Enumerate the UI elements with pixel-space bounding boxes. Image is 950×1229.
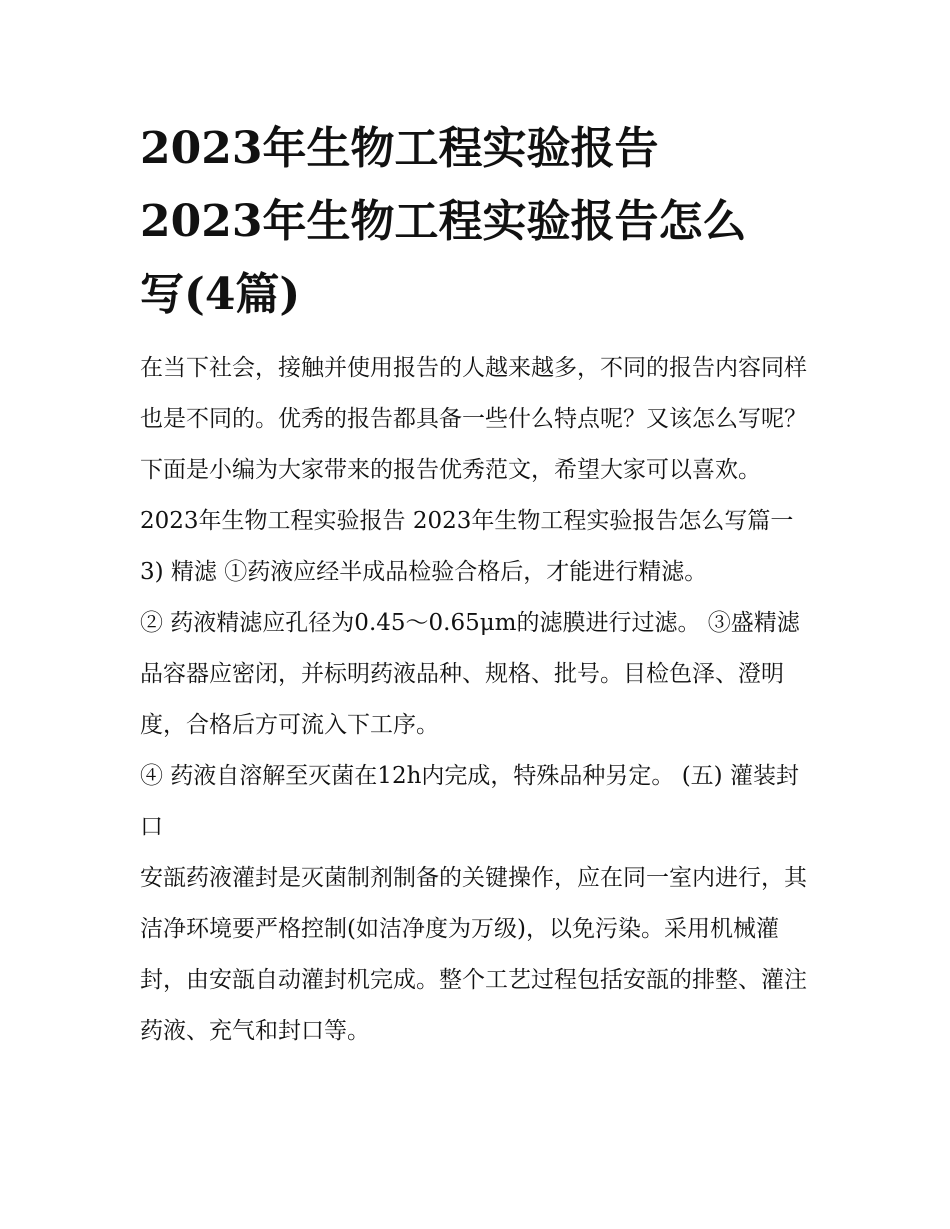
paragraph-sterilization-time: ④ 药液自溶解至灭菌在12h内完成，特殊品种另定。 (五) 灌装封口 [140,763,799,840]
document-body [140,343,820,1057]
document-page [140,112,820,1057]
paragraph-membrane-filtration: ② 药液精滤应孔径为0.45～0.65μm的滤膜进行过滤。 ③盛精滤品容器应密闭，并标明药液品种、规格、批号。目检色泽、澄明度，合格后方可流入下工序。 [140,610,800,738]
paragraph-ampoule-sealing: 安瓿药液灌封是灭菌制剂制备的关键操作，应在同一室内进行，其洁净环境要严格控制(如洁净度为万级)，以免污染。采用机械灌封，由安瓿自动灌封机完成。整个工艺过程包括安瓿的排整、灌注药液、充气和封口等。 [140,865,807,1044]
title-line-3: 写(4篇) [140,269,301,320]
document-title [140,112,820,331]
title-line-2: 2023年生物工程实验报告怎么 [140,196,747,247]
paragraph-intro: 在当下社会，接触并使用报告的人越来越多，不同的报告内容同样也是不同的。优秀的报告都具备一些什么特点呢？又该怎么写呢？下面是小编为大家带来的报告优秀范文，希望大家可以喜欢。 [140,355,807,483]
paragraph-fine-filtration: 2023年生物工程实验报告 2023年生物工程实验报告怎么写篇一 3) 精滤 ①药液应经半成品检验合格后，才能进行精滤。 [140,508,794,585]
title-line-1: 2023年生物工程实验报告 [140,123,659,174]
